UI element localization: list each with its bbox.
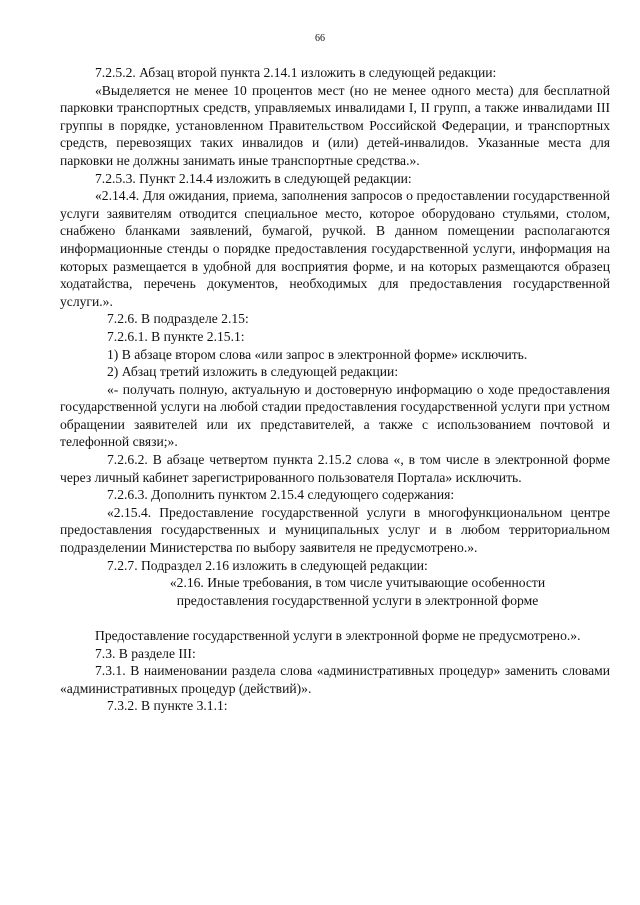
paragraph-no-electronic: Предоставление государственной услуги в электронной форме не предусмотрено.».: [95, 628, 581, 643]
paragraph-7-3-1: 7.3.1. В наименовании раздела слова «административных процедур» заменить словами «административных процедур (действий)».: [60, 663, 610, 696]
paragraph-7-2-5-3: 7.2.5.3. Пункт 2.14.4 изложить в следующей редакции:: [95, 170, 412, 186]
paragraph-7-3: 7.3. В разделе III:: [95, 645, 196, 661]
heading-line-2: предоставления государственной услуги в электронной форме: [176, 592, 539, 608]
paragraph-7-2-6: 7.2.6. В подразделе 2.15:: [107, 311, 249, 327]
paragraph-quote-2-15-4: «2.15.4. Предоставление государственной услуги в многофункциональном центре предоставления государственных и муниципальных услуг и в любом территориальном подразделении Министерства по выбору заявителя не предусмотрено.».: [60, 504, 610, 556]
paragraph-7-2-6-1: 7.2.6.1. В пункте 2.15.1:: [107, 328, 245, 344]
document-body: [60, 64, 610, 715]
paragraph-7-3-2: 7.3.2. В пункте 3.1.1:: [107, 698, 228, 714]
paragraph-item-1: 1) В абзаце втором слова «или запрос в электронной форме» исключить.: [107, 346, 528, 362]
heading-line-1: «2.16. Иные требования, в том числе учитывающие особенности: [169, 575, 546, 591]
paragraph-item-2: 2) Абзац третий изложить в следующей редакции:: [107, 364, 399, 380]
paragraph-7-2-7: 7.2.7. Подраздел 2.16 изложить в следующей редакции:: [107, 557, 428, 573]
blank-line: [60, 609, 610, 627]
paragraph-7-2-6-3: 7.2.6.3. Дополнить пунктом 2.15.4 следующего содержания:: [107, 487, 455, 503]
paragraph-7-2-6-2: 7.2.6.2. В абзаце четвертом пункта 2.15.2 слова «, в том числе в электронной форме через личный кабинет зарегистрированного пользователя Портала» исключить.: [60, 452, 610, 485]
paragraph-quote-info: «- получать полную, актуальную и достоверную информацию о ходе предоставления государственной услуги на любой стадии предоставления государственной услуги при устном обращении заявителей или их представителей, а также с использованием почтовой и телефонной связи;».: [60, 381, 610, 450]
page-number: 66: [315, 33, 325, 44]
subsection-heading-2-16: [60, 574, 610, 609]
paragraph-quote-2-14-1: «Выделяется не менее 10 процентов мест (но не менее одного места) для бесплатной парковки транспортных средств, управляемых инвалидами I, II групп, а также инвалидами III группы в порядке, установленном Правительством Российской Федерации, и транспортных средств, перевозящих таких инвалидов и (или) детей-инвалидов. Указанные места для парковки не должны занимать иные транспортные средства.».: [60, 82, 610, 168]
paragraph-quote-2-14-4: «2.14.4. Для ожидания, приема, заполнения запросов о предоставлении государственной услуги заявителям отводится специальное место, которое оборудовано стульями, столом, снабжено бланками заявлений, бумагой, ручкой. В данном помещении располагаются информационные стенды о порядке предоставления государственной услуги, информация на которых размещается в удобной для восприятия форме, и на которых размещаются образец ходатайства, перечень документов, необходимых для предоставления государственной услуги.».: [60, 188, 610, 309]
paragraph-7-2-5-2: 7.2.5.2. Абзац второй пункта 2.14.1 изложить в следующей редакции:: [95, 65, 497, 80]
